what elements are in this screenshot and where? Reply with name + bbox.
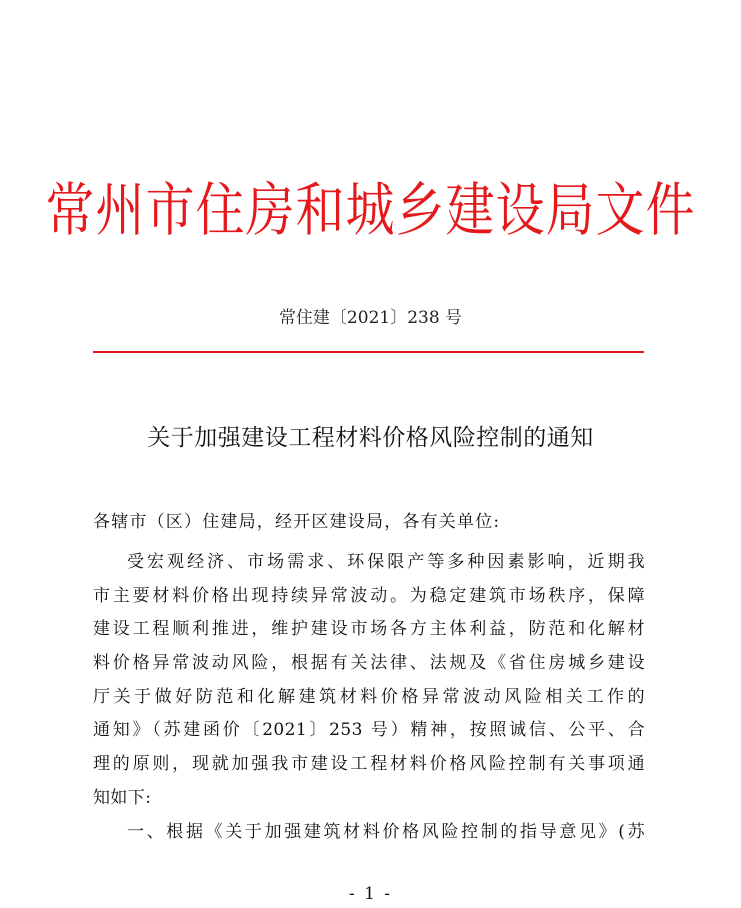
red-divider-line xyxy=(93,351,644,353)
body-line: 理的原则，现就加强我市建设工程材料价格风险控制有关事项通 xyxy=(93,754,645,775)
document-number: 常住建〔2021〕238 号 xyxy=(278,308,463,328)
body-line: 建设工程顺利推进，维护建设市场各方主体利益，防范和化解材 xyxy=(93,619,645,640)
body-line: 市主要材料价格出现持续异常波动。为稳定建筑市场秩序，保障 xyxy=(93,585,645,606)
body-paragraph xyxy=(93,546,645,849)
issuer-header-title: 常州市住房和城乡建设局文件 xyxy=(45,177,696,245)
body-line: 厅关于做好防范和化解建筑材料价格异常波动风险相关工作的 xyxy=(93,686,645,707)
body-line: 受宏观经济、市场需求、环保限产等多种因素影响，近期我 xyxy=(127,552,645,572)
body-line: 料价格异常波动风险，根据有关法律、法规及《省住房城乡建设 xyxy=(93,653,645,674)
body-line: 知如下: xyxy=(93,787,152,808)
body-line: 通知》（苏建函价〔2021〕253 号）精神，按照诚信、公平、合 xyxy=(93,720,645,741)
body-line: 一、根据《关于加强建筑材料价格风险控制的指导意见》(苏 xyxy=(127,821,645,842)
page-number: - 1 - xyxy=(348,884,393,904)
salutation: 各辖市（区）住建局，经开区建设局，各有关单位: xyxy=(93,512,501,532)
notice-title: 关于加强建设工程材料价格风险控制的通知 xyxy=(147,425,594,451)
